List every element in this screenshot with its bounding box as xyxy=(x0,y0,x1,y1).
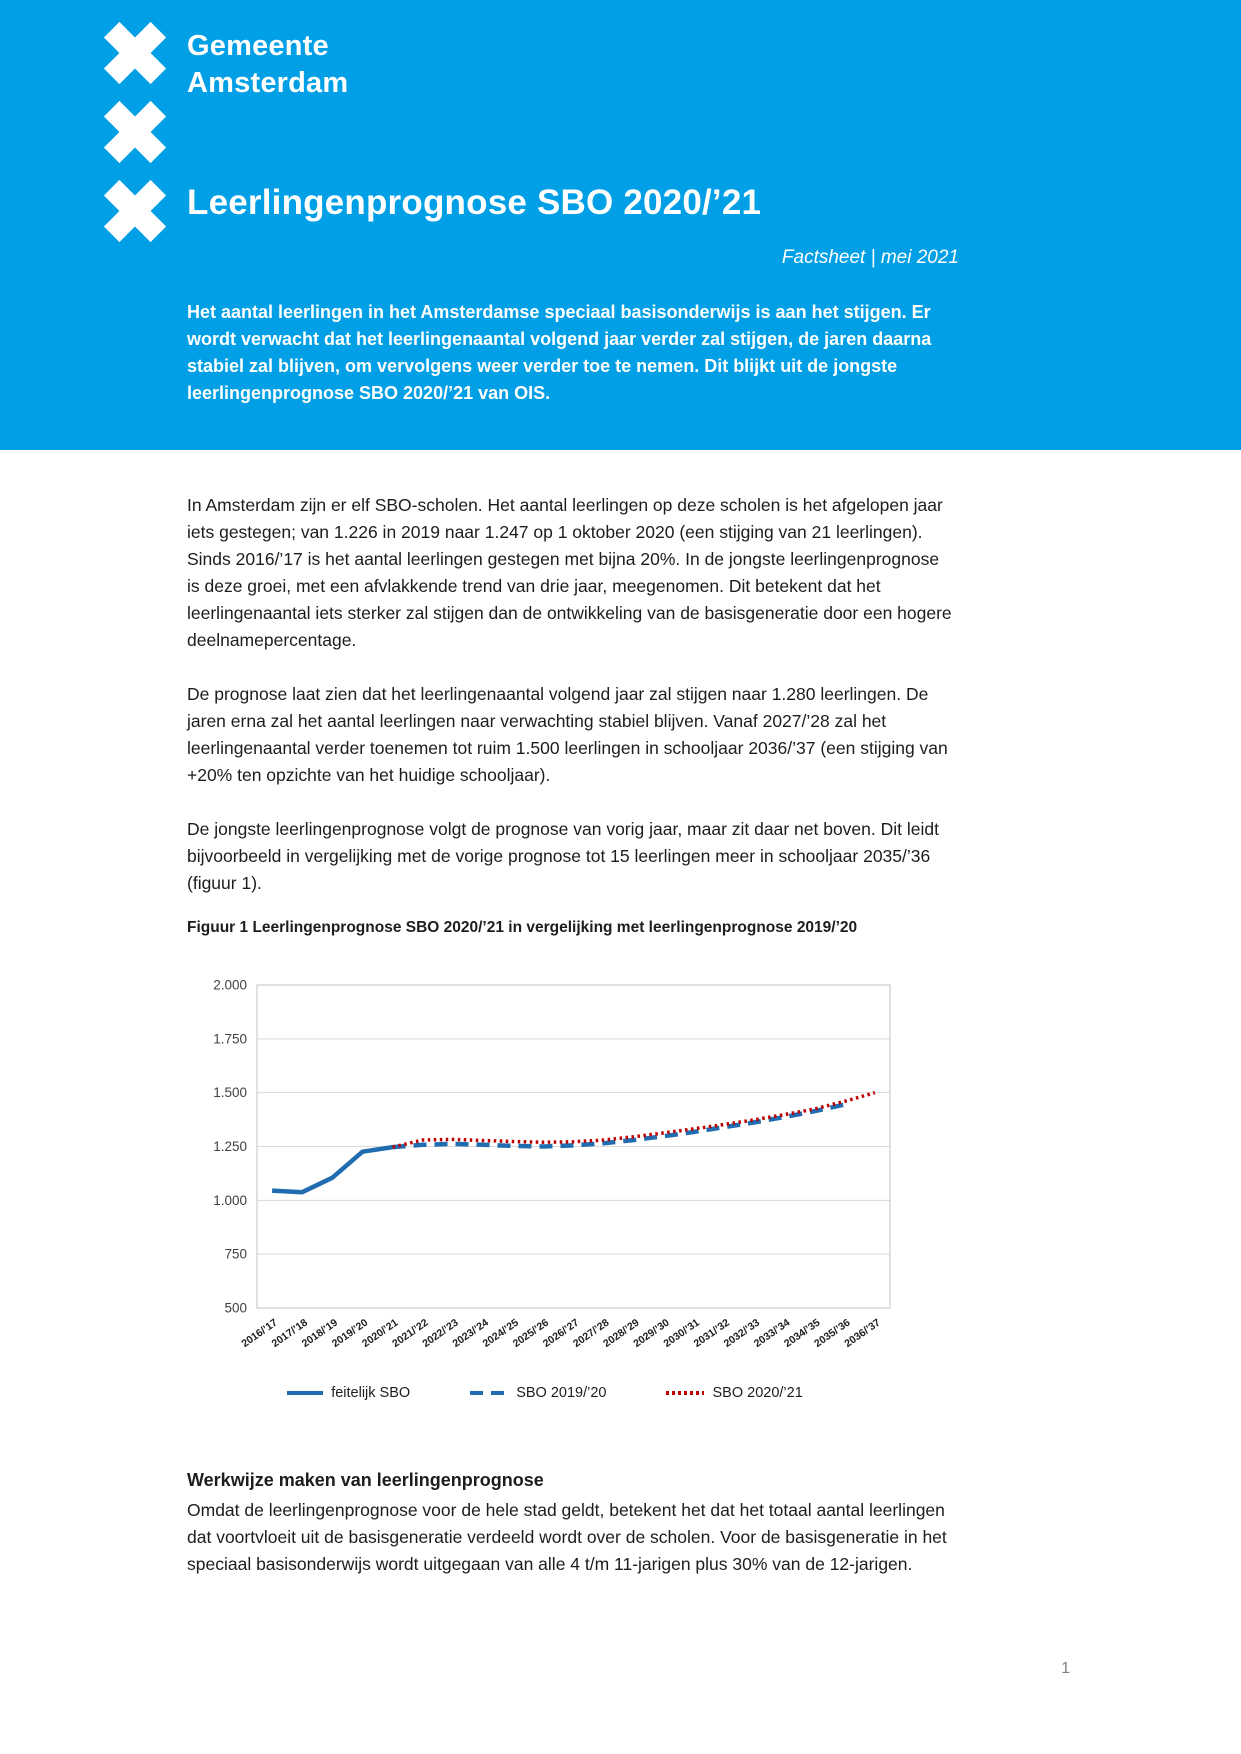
legend-label: SBO 2019/’20 xyxy=(516,1385,607,1401)
body-paragraph-2: De prognose laat zien dat het leerlingenaantal volgend jaar zal stijgen naar 1.280 leerlingen. De jaren erna zal het aantal leerlingen naar verwachting stabiel blijven. Vanaf 2027/’28 zal het leerlingenaantal verder toenemen tot ruim 1.500 leerlingen in schooljaar 2036/’37 (een stijging van +20% ten opzichte van het huidige schooljaar). xyxy=(187,684,948,785)
svg-text:2026/’27: 2026/’27 xyxy=(540,1316,582,1350)
legend-item-sbo-2019-20 xyxy=(470,1385,606,1401)
svg-text:1.250: 1.250 xyxy=(213,1139,247,1154)
svg-text:2029/’30: 2029/’30 xyxy=(631,1316,672,1350)
svg-text:2031/’32: 2031/’32 xyxy=(691,1316,732,1350)
svg-text:750: 750 xyxy=(224,1246,247,1262)
body-paragraph-3: De jongste leerlingenprognose volgt de prognose van vorig jaar, maar zit daar net boven. Dit leidt bijvoorbeeld in vergelijking met de vorige prognose tot 15 leerlingen meer in schooljaar 2035/’36 (figuur 1). xyxy=(187,819,939,893)
legend-item-sbo-2020-21 xyxy=(666,1385,802,1401)
svg-text:2030/’31: 2030/’31 xyxy=(661,1316,702,1350)
org-name-line2: Amsterdam xyxy=(187,67,349,99)
svg-text:2017/’18: 2017/’18 xyxy=(269,1316,310,1350)
svg-text:2023/’24: 2023/’24 xyxy=(450,1316,491,1350)
org-name-line1: Gemeente xyxy=(187,30,329,62)
svg-text:2016/’17: 2016/’17 xyxy=(239,1316,280,1350)
svg-text:2035/’36: 2035/’36 xyxy=(812,1316,853,1350)
body-paragraph-1: In Amsterdam zijn er elf SBO-scholen. Het aantal leerlingen op deze scholen is het afgelopen jaar iets gestegen; van 1.226 in 2019 naar 1.247 op 1 oktober 2020 (een stijging van 21 leerlingen). Sinds 2016/’17 is het aantal leerlingen gestegen met bijna 20%. In de jongste leerlingenprognose is deze groei, met een afvlakkende trend van drie jaar, meegenomen. Dit betekent dat het leerlingenaantal iets sterker zal stijgen dan de ontwikkeling van de basisgeneratie door een hogere deelnamepercentage. xyxy=(187,495,952,650)
doc-subtitle: Factsheet | mei 2021 xyxy=(781,247,959,268)
svg-text:2028/’29: 2028/’29 xyxy=(601,1316,642,1350)
svg-text:500: 500 xyxy=(224,1300,247,1316)
svg-text:1.500: 1.500 xyxy=(213,1085,247,1101)
chart-legend xyxy=(195,1385,895,1401)
header-banner xyxy=(0,0,1241,450)
svg-text:2033/’34: 2033/’34 xyxy=(751,1316,793,1350)
svg-text:2.000: 2.000 xyxy=(213,977,247,993)
figure-caption: Figuur 1 Leerlingenprognose SBO 2020/’21 in vergelijking met leerlingenprognose 2019/’20 xyxy=(187,919,858,936)
svg-text:1.000: 1.000 xyxy=(213,1192,247,1208)
amsterdam-xxx-logo-icon xyxy=(97,20,173,252)
amsterdam-logo xyxy=(97,20,173,257)
page-number: 1 xyxy=(1061,1660,1070,1677)
svg-text:2019/’20: 2019/’20 xyxy=(329,1316,371,1350)
svg-text:2036/’37: 2036/’37 xyxy=(842,1316,883,1350)
svg-text:2032/’33: 2032/’33 xyxy=(721,1316,763,1350)
svg-text:2027/’28: 2027/’28 xyxy=(570,1316,612,1350)
page-title: Leerlingenprognose SBO 2020/’21 xyxy=(187,183,762,222)
org-name xyxy=(187,28,348,102)
legend-line-dashed-icon xyxy=(470,1391,508,1396)
legend-line-dotted-icon xyxy=(666,1391,704,1395)
chart-canvas xyxy=(195,972,895,1372)
svg-text:2021/’22: 2021/’22 xyxy=(390,1316,431,1350)
svg-text:2018/’19: 2018/’19 xyxy=(299,1316,341,1350)
legend-item-feitelijk-sbo xyxy=(287,1385,410,1401)
svg-text:2025/’26: 2025/’26 xyxy=(510,1316,552,1350)
svg-text:2022/’23: 2022/’23 xyxy=(420,1316,461,1350)
svg-text:2024/’25: 2024/’25 xyxy=(480,1316,521,1350)
svg-text:1.750: 1.750 xyxy=(213,1031,247,1047)
legend-label: SBO 2020/’21 xyxy=(712,1385,803,1401)
section-heading-werkwijze: Werkwijze maken van leerlingenprognose xyxy=(187,1470,544,1490)
svg-text:2020/’21: 2020/’21 xyxy=(359,1316,401,1350)
legend-line-solid-icon xyxy=(287,1391,323,1396)
legend-label: feitelijk SBO xyxy=(331,1385,411,1401)
section-paragraph-werkwijze: Omdat de leerlingenprognose voor de hele stad geldt, betekent het dat het totaal aantal leerlingen dat voortvloeit uit de basisgeneratie verdeeld wordt over de scholen. Voor de basisgeneratie in het speciaal basisonderwijs wordt uitgegaan van alle 4 t/m 11-jarigen plus 30% van de 12-jarigen. xyxy=(187,1500,947,1574)
prognosis-line-chart xyxy=(195,972,895,1372)
intro-paragraph: Het aantal leerlingen in het Amsterdamse speciaal basisonderwijs is aan het stijgen. Er wordt verwacht dat het leerlingenaantal volgend jaar verder zal stijgen, de jaren daarna stabiel zal blijven, om vervolgens weer verder toe te nemen. Dit blijkt uit de jongste leerlingenprognose SBO 2020/’21 van OIS. xyxy=(187,302,932,403)
svg-text:2034/’35: 2034/’35 xyxy=(781,1316,823,1350)
